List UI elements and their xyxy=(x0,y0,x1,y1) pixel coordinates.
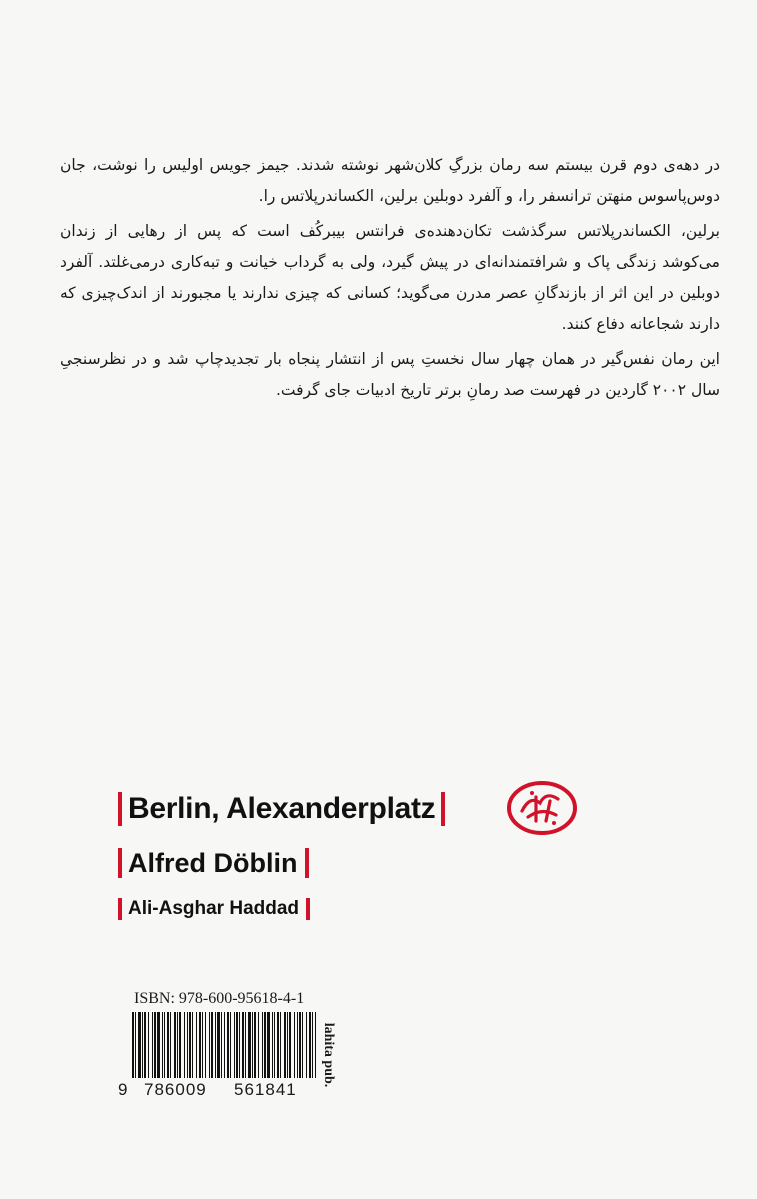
barcode-bar xyxy=(221,1012,222,1078)
barcode-digit-first: 9 xyxy=(118,1080,128,1099)
barcode-bar xyxy=(239,1012,240,1078)
barcode-bar xyxy=(132,1012,134,1078)
barcode-bar xyxy=(299,1012,301,1078)
barcode-bar xyxy=(274,1012,275,1078)
barcode-bar xyxy=(177,1012,178,1078)
barcode-digit-group-1: 786009 xyxy=(144,1080,207,1099)
barcode-bar xyxy=(302,1012,303,1078)
barcode-bar xyxy=(297,1012,298,1078)
barcode-bar xyxy=(267,1012,270,1078)
red-bar-divider xyxy=(306,898,310,920)
translator-name: Ali-Asghar Haddad xyxy=(128,898,300,919)
barcode-bar xyxy=(215,1012,216,1078)
isbn-label: ISBN: 978-600-95618-4-1 xyxy=(134,990,305,1007)
barcode-bar xyxy=(236,1012,238,1078)
barcode-bar xyxy=(262,1012,263,1078)
barcode-bar xyxy=(142,1012,143,1078)
barcode-bar xyxy=(202,1012,203,1078)
barcode-bar xyxy=(164,1012,165,1078)
publisher-logo-icon xyxy=(506,781,578,835)
barcode-bar xyxy=(264,1012,266,1078)
barcode-bar xyxy=(277,1012,279,1078)
barcode-bar xyxy=(157,1012,160,1078)
barcode-bar xyxy=(309,1012,311,1078)
barcode-bar xyxy=(187,1012,188,1078)
barcode-bar xyxy=(234,1012,235,1078)
barcode-bar xyxy=(254,1012,256,1078)
barcode-bar xyxy=(230,1012,231,1078)
barcode-bar xyxy=(205,1012,206,1078)
blurb-paragraph-1: در دهه‌ی دوم قرن بیستم سه رمان بزرگِ کلان‌شهر نوشته شدند. جیمز جویس اولیس را نوشت، جان دوس‌پاسوس منهتن ترانسفر را، و آلفرد دوبلین برلین، الکساندرپلاتس را. xyxy=(60,156,720,205)
barcode-bar xyxy=(224,1012,225,1078)
barcode-bar xyxy=(192,1012,193,1078)
barcode-bar xyxy=(209,1012,210,1078)
barcode-bar xyxy=(196,1012,197,1078)
barcode-bar xyxy=(284,1012,286,1078)
barcode-bar xyxy=(170,1012,171,1078)
barcode-bar xyxy=(179,1012,181,1078)
barcode-bar xyxy=(217,1012,220,1078)
red-bar-divider xyxy=(118,848,122,878)
barcode-bar xyxy=(258,1012,259,1078)
barcode-bar xyxy=(135,1012,136,1078)
barcode-bar xyxy=(174,1012,176,1078)
barcode-bar xyxy=(144,1012,146,1078)
barcode-digit-group-2: 561841 xyxy=(234,1080,297,1099)
publisher-name-vertical xyxy=(316,1010,340,1100)
barcode-bar xyxy=(167,1012,169,1078)
book-title: Berlin, Alexanderplatz xyxy=(128,792,436,825)
blurb-paragraph-3: این رمان نفس‌گیر در همان چهار سال نخستِ پس از انتشار پنجاه بار تجدیدچاپ شد و در نظرسنجیِ سال ۲۰۰۲ گاردین در فهرست صد رمانِ برتر تاریخ ادبیات جای گرفت. xyxy=(60,350,720,399)
red-bar-divider xyxy=(118,792,122,826)
author-name: Alfred Döblin xyxy=(128,847,298,878)
barcode-bar xyxy=(312,1012,313,1078)
barcode-bar xyxy=(287,1012,288,1078)
back-cover-blurb xyxy=(60,150,720,410)
barcode-bar xyxy=(248,1012,251,1078)
barcode-bar xyxy=(306,1012,307,1078)
barcode-bar xyxy=(184,1012,185,1078)
author-line xyxy=(118,844,588,882)
barcode-bar xyxy=(199,1012,201,1078)
barcode xyxy=(132,1012,318,1078)
translator-line xyxy=(118,894,588,924)
barcode-bar xyxy=(189,1012,191,1078)
barcode-bar xyxy=(227,1012,229,1078)
barcode-bar xyxy=(148,1012,149,1078)
blurb-paragraph-2: برلین، الکساندرپلاتس سرگذشت تکان‌دهنده‌ی فرانتس بیبرکُف است که پس از رهایی از زندان می‌کوشد زندگی پاک و شرافتمندانه‌ای در پیش گیرد، ولی به گرداب خیانت و تبه‌کاری درمی‌غلتد. آلفرد دوبلین در این اثر از بازندگانِ عصر مدرن می‌گوید؛ کسانی که چیزی ندارند یا مجبورند از اندک‌چیزی که دارند شجاعانه دفاع کنند. xyxy=(60,222,720,333)
barcode-bar xyxy=(289,1012,291,1078)
red-bar-divider xyxy=(305,848,309,878)
barcode-bar xyxy=(272,1012,273,1078)
barcode-bar xyxy=(242,1012,244,1078)
barcode-bar xyxy=(294,1012,295,1078)
barcode-bar xyxy=(252,1012,253,1078)
barcode-bar xyxy=(154,1012,156,1078)
barcode-bar xyxy=(211,1012,213,1078)
barcode-bar xyxy=(162,1012,163,1078)
publisher-name: lahita pub. xyxy=(321,1022,336,1088)
barcode-bar xyxy=(152,1012,153,1078)
red-bar-divider xyxy=(441,792,445,826)
red-bar-divider xyxy=(118,898,122,920)
barcode-bar xyxy=(280,1012,281,1078)
barcode-bar xyxy=(245,1012,246,1078)
barcode-bar xyxy=(138,1012,141,1078)
barcode-block xyxy=(118,990,328,1110)
